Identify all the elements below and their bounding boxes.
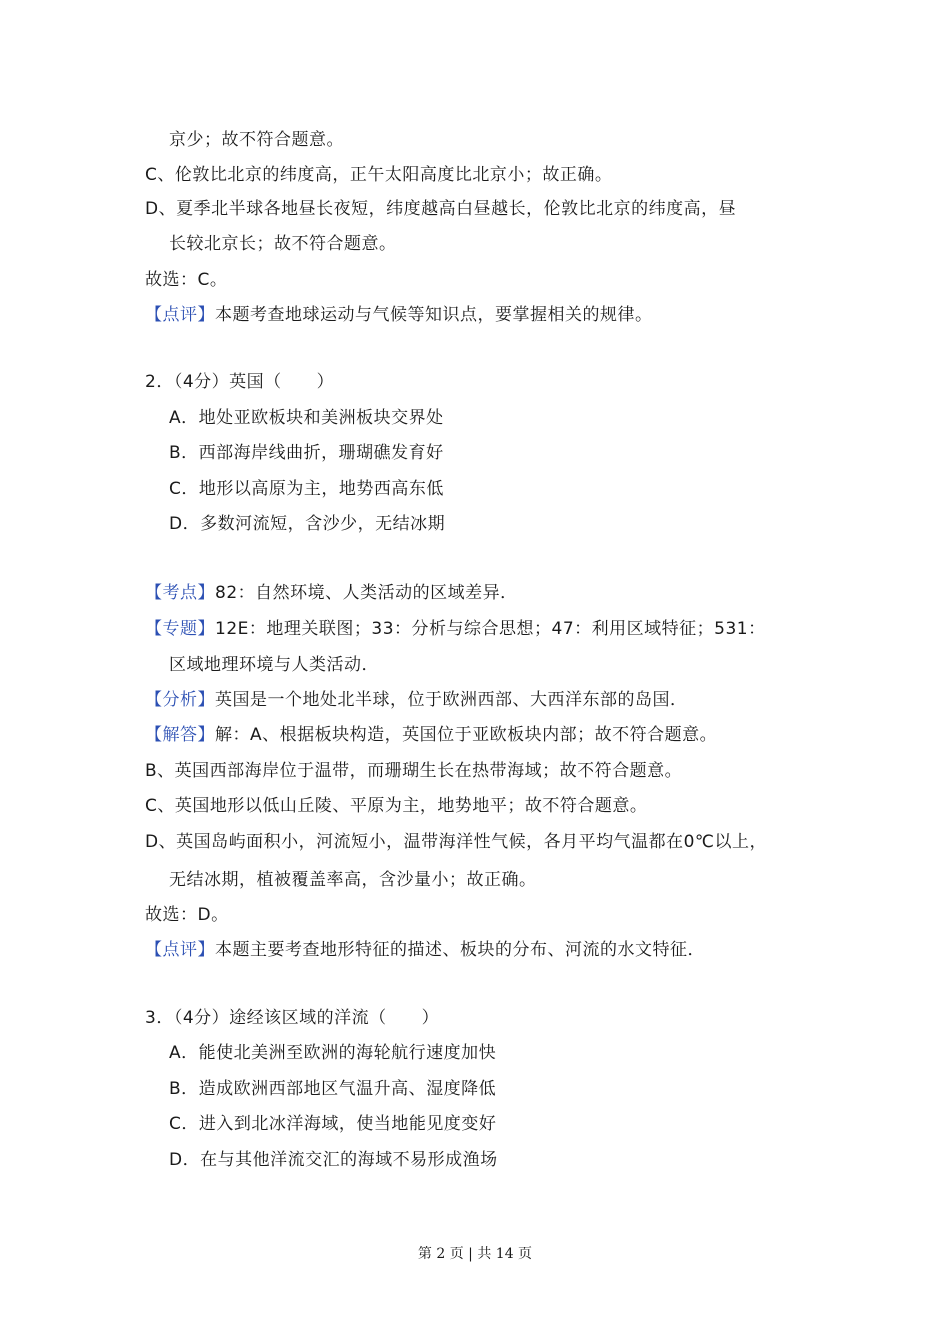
comment-paragraph: [145, 938, 705, 962]
comment-paragraph: [145, 303, 653, 327]
kaodian-tag: 【考点】: [145, 583, 215, 603]
text-line: 京少；故不符合题意。: [169, 130, 344, 150]
page-footer: 第 2 页 | 共 14 页: [417, 1246, 533, 1262]
text-line: 无结冰期，植被覆盖率高，含沙量小；故正确。: [169, 870, 537, 890]
text-line: 故选：D。: [145, 905, 229, 925]
question-2-option-b: B．西部海岸线曲折，珊瑚礁发育好: [169, 443, 444, 463]
text-line: 故选：C。: [145, 270, 228, 290]
text-line: D、英国岛屿面积小，河流短小，温带海洋性气候，各月平均气温都在0℃以上，: [145, 832, 767, 852]
comment-text: 本题主要考查地形特征的描述、板块的分布、河流的水文特征．: [215, 940, 705, 960]
text-line: C、英国地形以低山丘陵、平原为主，地势地平；故不符合题意。: [145, 796, 648, 816]
comment-text: 本题考查地球运动与气候等知识点，要掌握相关的规律。: [215, 305, 653, 325]
jieda-paragraph: [145, 723, 717, 747]
fenxi-tag: 【分析】: [145, 690, 215, 710]
kaodian-paragraph: [145, 581, 518, 605]
question-3-option-c: C．进入到北冰洋海域，使当地能见度变好: [169, 1114, 497, 1134]
question-2-option-d: D．多数河流短，含沙少，无结冰期: [169, 514, 446, 534]
question-2-stem: 2．（4分）英国（ ）: [145, 372, 335, 392]
kaodian-text: 82：自然环境、人类活动的区域差异．: [215, 583, 518, 603]
text-line: 长较北京长；故不符合题意。: [169, 234, 397, 254]
question-3-option-a: A．能使北美洲至欧洲的海轮航行速度加快: [169, 1043, 497, 1063]
zhuanti-text: 12E：地理关联图；33：分析与综合思想；47：利用区域特征；531：: [215, 619, 766, 639]
question-3-option-b: B．造成欧洲西部地区气温升高、湿度降低: [169, 1079, 497, 1099]
question-2-option-c: C．地形以高原为主，地势西高东低: [169, 479, 444, 499]
text-line: C、伦敦比北京的纬度高，正午太阳高度比北京小；故正确。: [145, 165, 613, 185]
text-line: 区域地理环境与人类活动．: [169, 655, 379, 675]
text-line: B、英国西部海岸位于温带，而珊瑚生长在热带海域；故不符合题意。: [145, 761, 683, 781]
question-3-option-d: D．在与其他洋流交汇的海域不易形成渔场: [169, 1150, 498, 1170]
comment-tag: 【点评】: [145, 305, 215, 325]
jieda-tag: 【解答】: [145, 725, 215, 745]
fenxi-paragraph: [145, 688, 688, 712]
question-3-stem: 3．（4分）途经该区域的洋流（ ）: [145, 1008, 440, 1028]
zhuanti-tag: 【专题】: [145, 619, 215, 639]
fenxi-text: 英国是一个地处北半球，位于欧洲西部、大西洋东部的岛国．: [215, 690, 688, 710]
zhuanti-paragraph: [145, 617, 766, 641]
question-2-option-a: A．地处亚欧板块和美洲板块交界处: [169, 408, 444, 428]
jieda-text: 解：A、根据板块构造，英国位于亚欧板块内部；故不符合题意。: [215, 725, 718, 745]
text-line: D、夏季北半球各地昼长夜短，纬度越高白昼越长，伦敦比北京的纬度高，昼: [145, 199, 737, 219]
comment-tag: 【点评】: [145, 940, 215, 960]
